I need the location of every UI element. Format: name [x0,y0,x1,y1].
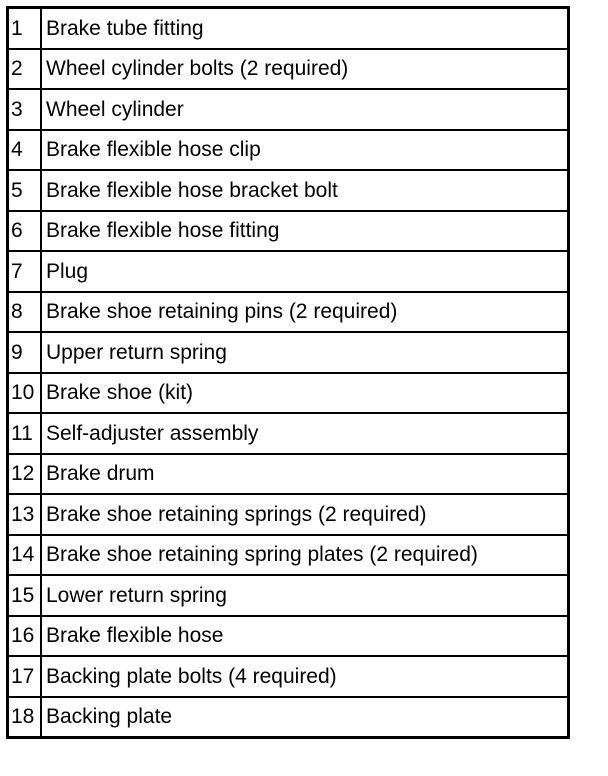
table-row [8,89,569,130]
table-row [8,454,569,495]
part-number: 12 [8,454,42,495]
part-number: 7 [8,251,42,292]
part-description: Brake flexible hose clip [41,130,569,171]
parts-table-body [8,8,569,738]
table-row [8,292,569,333]
part-description: Brake flexible hose fitting [41,211,569,252]
part-number: 6 [8,211,42,252]
parts-table [6,6,570,739]
table-row [8,211,569,252]
part-number: 18 [8,697,42,738]
part-number: 8 [8,292,42,333]
part-description: Brake tube fitting [41,8,569,49]
part-description: Brake flexible hose [41,616,569,657]
part-description: Brake shoe retaining pins (2 required) [41,292,569,333]
table-row [8,575,569,616]
part-description: Backing plate bolts (4 required) [41,656,569,697]
part-number: 9 [8,332,42,373]
table-row [8,616,569,657]
part-description: Backing plate [41,697,569,738]
part-description: Brake flexible hose bracket bolt [41,170,569,211]
table-row [8,251,569,292]
part-number: 16 [8,616,42,657]
part-description: Lower return spring [41,575,569,616]
part-number: 13 [8,494,42,535]
part-description: Brake shoe (kit) [41,373,569,414]
table-row [8,656,569,697]
table-row [8,697,569,738]
part-description: Upper return spring [41,332,569,373]
part-description: Brake shoe retaining springs (2 required) [41,494,569,535]
table-row [8,130,569,171]
part-number: 1 [8,8,42,49]
part-description: Brake drum [41,454,569,495]
table-row [8,8,569,49]
part-number: 3 [8,89,42,130]
part-number: 14 [8,535,42,576]
part-number: 10 [8,373,42,414]
table-row [8,373,569,414]
part-number: 17 [8,656,42,697]
part-number: 4 [8,130,42,171]
part-number: 11 [8,413,42,454]
part-number: 2 [8,49,42,90]
table-row [8,494,569,535]
part-number: 5 [8,170,42,211]
part-description: Wheel cylinder [41,89,569,130]
part-number: 15 [8,575,42,616]
part-description: Plug [41,251,569,292]
part-description: Wheel cylinder bolts (2 required) [41,49,569,90]
table-row [8,332,569,373]
table-row [8,413,569,454]
table-row [8,49,569,90]
part-description: Brake shoe retaining spring plates (2 required) [41,535,569,576]
part-description: Self-adjuster assembly [41,413,569,454]
table-row [8,535,569,576]
table-row [8,170,569,211]
